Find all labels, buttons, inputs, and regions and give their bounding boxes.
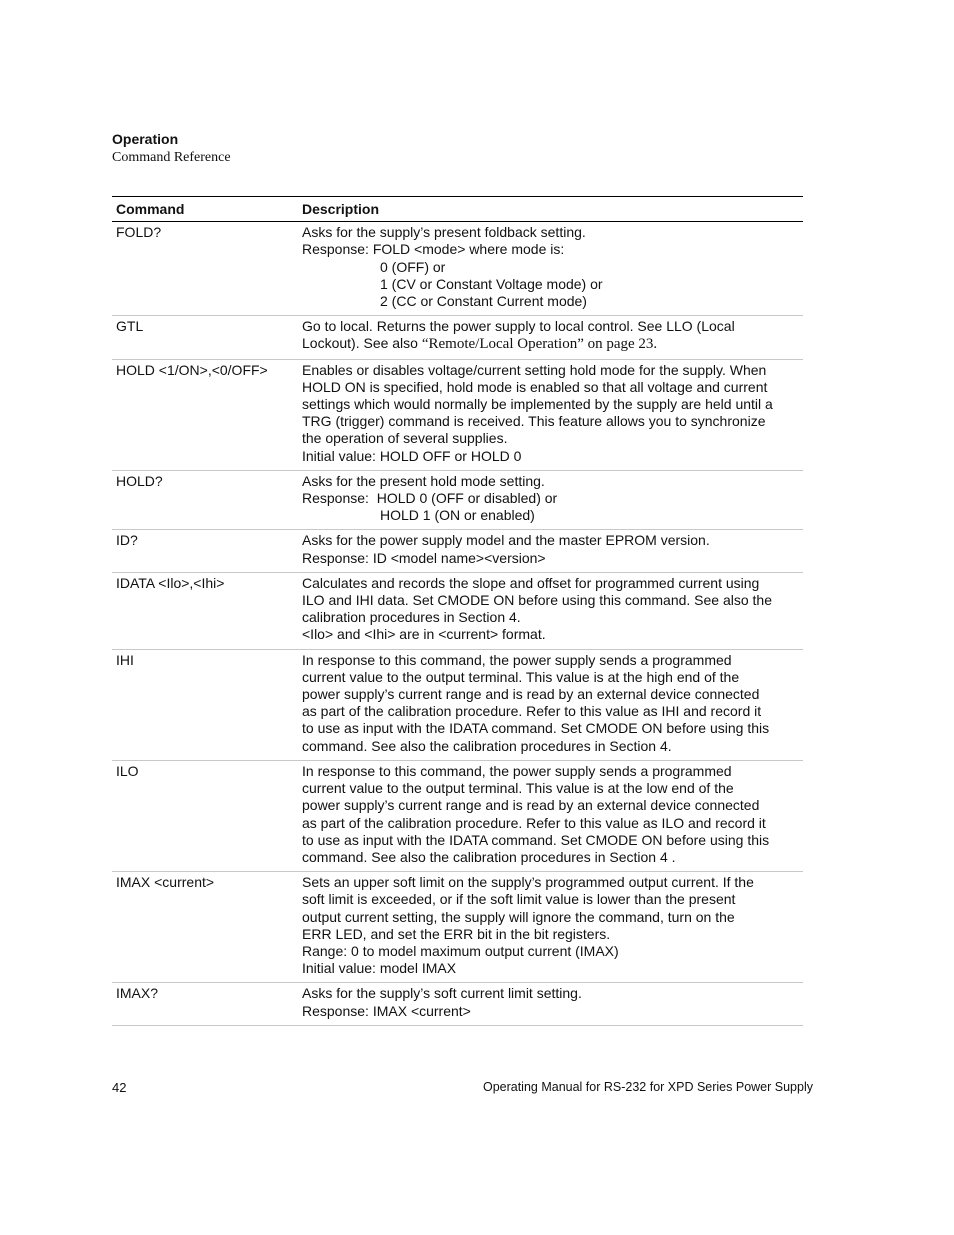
page-number: 42 [112,1080,127,1095]
table-row [112,983,803,1025]
description-line [302,362,799,379]
description-text: calibration procedures in Section 4. [302,609,521,626]
description-line [302,335,799,353]
description-line [302,430,799,447]
description-line [302,985,799,1002]
description-line [302,926,799,943]
description-text: command. See also the calibration procedures in Section 4. [302,737,672,754]
command-cell: ILO [112,760,298,871]
cross-reference-link[interactable]: “Remote/Local Operation” on page 23. [421,336,658,353]
description-cell [298,983,803,1025]
description-text: 0 (OFF) or [380,258,446,275]
description-text: Asks for the power supply model and the master EPROM version. [302,532,710,549]
description-text: as part of the calibration procedure. Refer to this value as ILO and record it [302,814,766,831]
description-cell [298,530,803,572]
description-text: Response: IMAX <current> [302,1002,471,1019]
table-row [112,316,803,359]
description-text: Asks for the present hold mode setting. [302,472,545,489]
description-cell [298,470,803,530]
description-text: Response: HOLD 0 (OFF or disabled) or [302,490,558,507]
description-line [302,575,799,592]
description-text: to use as input with the IDATA command. Set CMODE ON before using this [302,831,770,848]
table-row [112,572,803,649]
description-text: HOLD ON is specified, hold mode is enabled so that all voltage and current [302,378,768,395]
description-line [302,293,799,310]
description-text: ILO and IHI data. Set CMODE ON before using this command. See also the [302,592,773,609]
description-text: as part of the calibration procedure. Refer to this value as IHI and record it [302,703,762,720]
description-text: command. See also the calibration procedures in Section 4 . [302,848,676,865]
description-text: HOLD 1 (ON or enabled) [380,507,535,524]
description-line [302,832,799,849]
description-line [302,396,799,413]
description-line [302,891,799,908]
description-text: the operation of several supplies. [302,430,508,447]
command-cell: GTL [112,316,298,359]
description-text: power supply’s current range and is read by an external device connected [302,797,760,814]
description-line [302,909,799,926]
description-line [302,874,799,891]
description-text: output current setting, the supply will ignore the command, turn on the [302,908,735,925]
description-line [302,276,799,293]
description-text: Sets an upper soft limit on the supply’s programmed output current. If the [302,874,754,891]
command-cell: IDATA <Ilo>,<Ihi> [112,572,298,649]
description-line [302,797,799,814]
description-text: <Ilo> and <Ihi> are in <current> format. [302,626,546,643]
description-line [302,318,799,335]
description-line [302,550,799,567]
description-line [302,448,799,465]
table-header-row [112,197,803,222]
description-line [302,532,799,549]
table-row [112,222,803,316]
description-line [302,960,799,977]
description-text: ERR LED, and set the ERR bit in the bit registers. [302,925,611,942]
description-text: Asks for the supply’s present foldback setting. [302,224,586,241]
description-text: Initial value: HOLD OFF or HOLD 0 [302,447,522,464]
description-cell [298,572,803,649]
description-line [302,224,799,241]
description-line [302,780,799,797]
footer-title: Operating Manual for RS-232 for XPD Series Power Supply [482,1080,813,1094]
command-cell: ID? [112,530,298,572]
description-text: TRG (trigger) command is received. This feature allows you to synchronize [302,413,766,430]
column-header-description: Description [298,197,803,222]
description-line [302,609,799,626]
description-text: power supply’s current range and is read by an external device connected [302,686,760,703]
table-row [112,470,803,530]
description-cell [298,359,803,470]
description-text: Response: FOLD <mode> where mode is: [302,241,565,258]
description-line [302,669,799,686]
subsection-title: Command Reference [112,150,231,165]
command-cell: HOLD? [112,470,298,530]
description-text: to use as input with the IDATA command. Set CMODE ON before using this [302,720,770,737]
description-line [302,849,799,866]
description-cell [298,760,803,871]
description-text: Calculates and records the slope and offset for programmed current using [302,574,760,591]
command-table [112,196,803,1026]
description-cell [298,872,803,983]
table-row [112,872,803,983]
description-text: current value to the output terminal. This value is at the low end of the [302,780,734,797]
section-title: Operation [112,131,179,147]
table-row [112,530,803,572]
description-text: soft limit is exceeded, or if the soft limit value is lower than the present [302,891,736,908]
description-line [302,815,799,832]
description-line [302,763,799,780]
description-line [302,259,799,276]
description-text: Range: 0 to model maximum output current (IMAX) [302,942,619,959]
description-text: In response to this command, the power supply sends a programmed [302,762,732,779]
table-row [112,760,803,871]
command-cell: IMAX <current> [112,872,298,983]
description-text: Response: ID <model name><version> [302,549,546,566]
description-line [302,473,799,490]
command-cell: IMAX? [112,983,298,1025]
column-header-command: Command [112,197,298,222]
description-line [302,943,799,960]
description-text: Enables or disables voltage/current setting hold mode for the supply. When [302,361,767,378]
table-row [112,649,803,760]
description-text: 1 (CV or Constant Voltage mode) or [380,275,603,292]
command-cell: IHI [112,649,298,760]
description-text: 2 (CC or Constant Current mode) [380,293,587,310]
description-line [302,703,799,720]
description-line [302,507,799,524]
description-text: settings which would normally be implemented by the supply are held until a [302,396,773,413]
description-text: Asks for the supply’s soft current limit setting. [302,985,582,1002]
description-line [302,626,799,643]
description-cell [298,222,803,316]
description-line [302,720,799,737]
description-text: Initial value: model IMAX [302,960,457,977]
description-line [302,241,799,258]
description-text: In response to this command, the power supply sends a programmed [302,651,732,668]
description-line [302,686,799,703]
description-line [302,413,799,430]
command-cell: HOLD <1/ON>,<0/OFF> [112,359,298,470]
description-cell [298,316,803,359]
table-row [112,359,803,470]
description-cell [298,649,803,760]
description-text: Lockout). See also [302,335,422,352]
description-line [302,1003,799,1020]
description-line [302,592,799,609]
command-cell: FOLD? [112,222,298,316]
description-line [302,652,799,669]
description-text: Go to local. Returns the power supply to local control. See LLO (Local [302,318,735,335]
description-line [302,738,799,755]
description-line [302,490,799,507]
description-text: current value to the output terminal. This value is at the high end of the [302,668,740,685]
description-line [302,379,799,396]
